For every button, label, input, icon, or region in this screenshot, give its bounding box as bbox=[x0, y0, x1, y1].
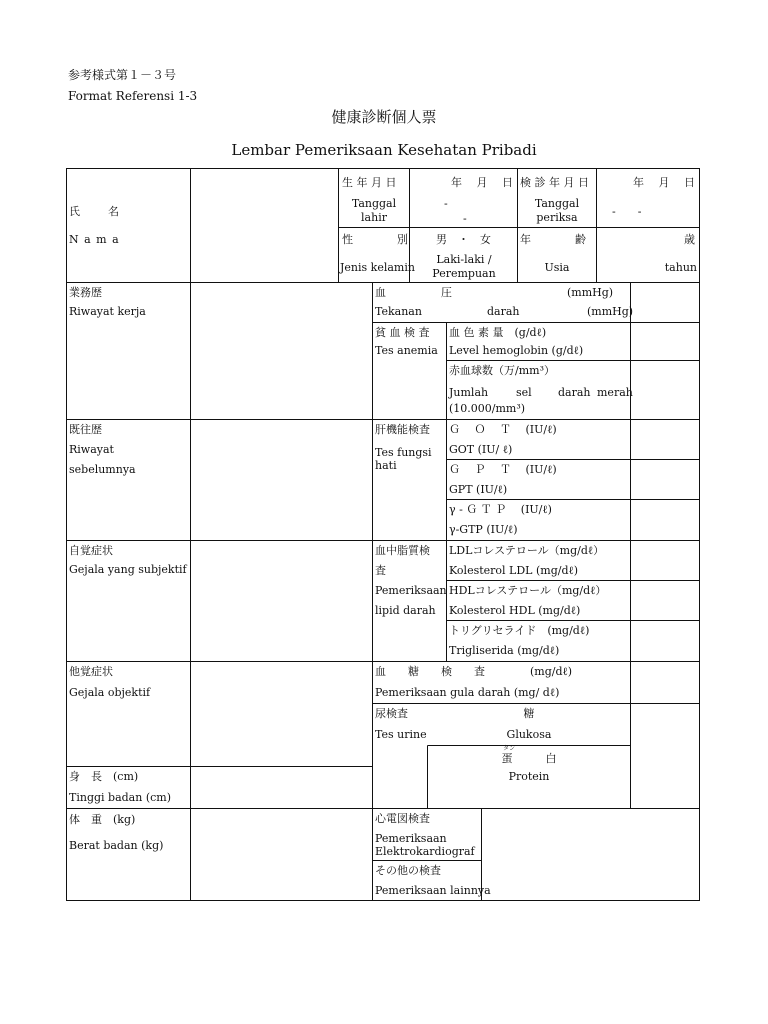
rbc-count-label-id-4: merah bbox=[597, 386, 633, 399]
objective-symptoms-field[interactable] bbox=[191, 662, 372, 766]
ggtp-label-id: γ-GTP (IU/ℓ) bbox=[449, 523, 518, 536]
exam-date-field[interactable] bbox=[597, 190, 699, 227]
blood-glucose-label-jp: 血 糖 検 査 bbox=[375, 665, 485, 678]
triglyceride-label-jp: トリグリセライド (mg/dℓ) bbox=[449, 624, 590, 637]
gpt-field[interactable] bbox=[631, 460, 699, 499]
reference-format-jp: 参考様式第１－３号 bbox=[68, 68, 177, 82]
urine-test-label-jp: 尿検査 bbox=[375, 707, 408, 720]
birth-date-label-id: Tanggal lahir bbox=[351, 197, 397, 224]
birth-date-dash-2: - bbox=[463, 212, 467, 225]
age-unit-jp: 歳 bbox=[684, 233, 695, 246]
anemia-label-jp: 貧 血 検 査 bbox=[375, 326, 430, 339]
birth-date-field[interactable] bbox=[410, 190, 517, 227]
lipid-test-label-jp-1: 血中脂質検 bbox=[375, 544, 430, 557]
name-field[interactable] bbox=[191, 169, 338, 282]
hemoglobin-field[interactable] bbox=[631, 323, 699, 360]
height-label-id: Tinggi badan (cm) bbox=[69, 791, 171, 804]
ggtp-field[interactable] bbox=[631, 500, 699, 540]
sex-options-jp[interactable]: 男 ・ 女 bbox=[436, 233, 491, 246]
form-title-id: Lembar Pemeriksaan Kesehatan Pribadi bbox=[231, 141, 537, 159]
rbc-count-label-id-5: (10.000/mm³) bbox=[449, 402, 526, 415]
age-unit-id: tahun bbox=[664, 261, 697, 274]
hdl-label-id: Kolesterol HDL (mg/dℓ) bbox=[449, 604, 581, 617]
blood-pressure-unit-id: (mmHg) bbox=[587, 305, 634, 318]
work-history-field[interactable] bbox=[191, 283, 372, 419]
sex-label-jp: 性 別 bbox=[342, 233, 408, 246]
blood-pressure-label-jp: 血 圧 bbox=[375, 286, 452, 299]
sex-label-id: Jenis kelamin bbox=[340, 261, 415, 274]
exam-date-dashes: - - bbox=[612, 205, 642, 218]
got-label-jp: Ｇ Ｏ Ｔ (IU/ℓ) bbox=[449, 423, 557, 436]
weight-field[interactable] bbox=[191, 809, 372, 900]
exam-date-label-jp: 検 診 年 月 日 bbox=[520, 176, 589, 189]
subjective-symptoms-field[interactable] bbox=[191, 541, 372, 661]
triglyceride-label-id: Trigliserida (mg/dℓ) bbox=[449, 644, 560, 657]
objective-symptoms-label-jp: 他覚症状 bbox=[69, 665, 113, 678]
gpt-label-jp: Ｇ Ｐ Ｔ (IU/ℓ) bbox=[449, 463, 557, 476]
objective-symptoms-label-id: Gejala objektif bbox=[69, 686, 151, 699]
past-history-label-jp: 既往歴 bbox=[69, 423, 102, 436]
ecg-field[interactable] bbox=[482, 809, 699, 900]
urine-protein-label-id: Protein bbox=[508, 770, 550, 783]
liver-test-label-id-2: hati bbox=[375, 459, 397, 472]
exam-date-ymd: 年 月 日 bbox=[633, 176, 695, 189]
rbc-count-label-id-1: Jumlah bbox=[449, 386, 489, 399]
rbc-count-label-jp: 赤血球数（万/mm³） bbox=[449, 364, 555, 377]
urine-protein-field[interactable] bbox=[631, 746, 699, 808]
blood-glucose-label-id: Pemeriksaan gula darah (mg/ dℓ) bbox=[375, 686, 560, 699]
past-history-label-id-1: Riwayat bbox=[69, 443, 114, 456]
birth-date-dash-1: - bbox=[444, 197, 448, 210]
age-label-id: Usia bbox=[544, 261, 570, 274]
lipid-test-label-id-2: lipid darah bbox=[375, 604, 436, 617]
blood-pressure-unit-jp: (mmHg) bbox=[567, 286, 614, 299]
lipid-test-label-id-1: Pemeriksaan bbox=[375, 584, 447, 597]
liver-test-label-id-1: Tes fungsi bbox=[375, 446, 432, 459]
other-tests-label-id: Pemeriksaan lainnya bbox=[375, 884, 491, 897]
name-label-id: N a m a bbox=[69, 233, 120, 246]
anemia-label-id: Tes anemia bbox=[375, 344, 438, 357]
subjective-symptoms-label-jp: 自覚症状 bbox=[69, 544, 113, 557]
exam-date-label-id: Tanggal periksa bbox=[534, 197, 580, 224]
ldl-label-jp: LDLコレステロール（mg/dℓ） bbox=[449, 544, 605, 557]
liver-test-label-jp: 肝機能検査 bbox=[375, 423, 430, 436]
triglyceride-field[interactable] bbox=[631, 621, 699, 661]
urine-test-label-id: Tes urine bbox=[375, 728, 427, 741]
form-title-jp: 健康診断個人票 bbox=[331, 108, 437, 126]
rbc-count-label-id-3: darah bbox=[558, 386, 591, 399]
urine-sugar-field[interactable] bbox=[631, 704, 699, 745]
hdl-label-jp: HDLコレステロール（mg/dℓ） bbox=[449, 584, 607, 597]
birth-date-ymd: 年 月 日 bbox=[451, 176, 513, 189]
rbc-count-label-id-2: sel bbox=[516, 386, 532, 399]
hemoglobin-label-id: Level hemoglobin (g/dℓ) bbox=[449, 344, 584, 357]
urine-sugar-label-jp: 糖 bbox=[523, 707, 535, 720]
lipid-test-label-jp-2: 査 bbox=[375, 564, 386, 577]
age-field[interactable] bbox=[597, 245, 667, 259]
sex-options-id: Laki-laki / Perempuan bbox=[432, 253, 496, 280]
height-field[interactable] bbox=[191, 767, 372, 808]
ldl-label-id: Kolesterol LDL (mg/dℓ) bbox=[449, 564, 579, 577]
blood-pressure-label-id: Tekanan bbox=[375, 305, 422, 318]
weight-label-id: Berat badan (kg) bbox=[69, 839, 164, 852]
urine-sugar-label-id: Glukosa bbox=[506, 728, 552, 741]
height-label-jp: 身 長 (cm) bbox=[69, 770, 139, 783]
ggtp-label-jp: γ - Ｇ Ｔ Ｐ (IU/ℓ) bbox=[449, 503, 552, 516]
hemoglobin-label-jp: 血 色 素 量 (g/dℓ) bbox=[449, 326, 547, 339]
ldl-field[interactable] bbox=[631, 541, 699, 580]
blood-pressure-label-id-2: darah bbox=[487, 305, 520, 318]
weight-label-jp: 体 重 (kg) bbox=[69, 813, 136, 826]
blood-pressure-field[interactable] bbox=[631, 283, 699, 322]
blood-glucose-field[interactable] bbox=[631, 662, 699, 703]
ecg-label-jp: 心電図検査 bbox=[375, 812, 430, 825]
rbc-count-field[interactable] bbox=[631, 361, 699, 419]
blood-glucose-unit: (mg/dℓ) bbox=[530, 665, 573, 678]
work-history-label-jp: 業務歴 bbox=[69, 286, 102, 299]
hdl-field[interactable] bbox=[631, 581, 699, 620]
gpt-label-id: GPT (IU/ℓ) bbox=[449, 483, 508, 496]
reference-format-id: Format Referensi 1-3 bbox=[68, 89, 198, 103]
work-history-label-id: Riwayat kerja bbox=[69, 305, 146, 318]
urine-protein-label-jp: 蛋 白 bbox=[501, 752, 557, 765]
urine-protein-ruby: タン bbox=[503, 745, 516, 752]
other-tests-label-jp: その他の検査 bbox=[375, 864, 441, 877]
subjective-symptoms-label-id: Gejala yang subjektif bbox=[69, 563, 187, 576]
past-history-field[interactable] bbox=[191, 420, 372, 540]
birth-date-label-jp: 生 年 月 日 bbox=[342, 176, 397, 189]
age-label-jp: 年 齢 bbox=[520, 233, 586, 246]
ecg-label-id-2: Elektrokardiograf bbox=[375, 845, 475, 858]
name-label-jp: 氏 名 bbox=[69, 205, 121, 218]
past-history-label-id-2: sebelumnya bbox=[69, 463, 136, 476]
got-label-id: GOT (IU/ ℓ) bbox=[449, 443, 513, 456]
got-field[interactable] bbox=[631, 420, 699, 459]
ecg-label-id-1: Pemeriksaan bbox=[375, 832, 447, 845]
